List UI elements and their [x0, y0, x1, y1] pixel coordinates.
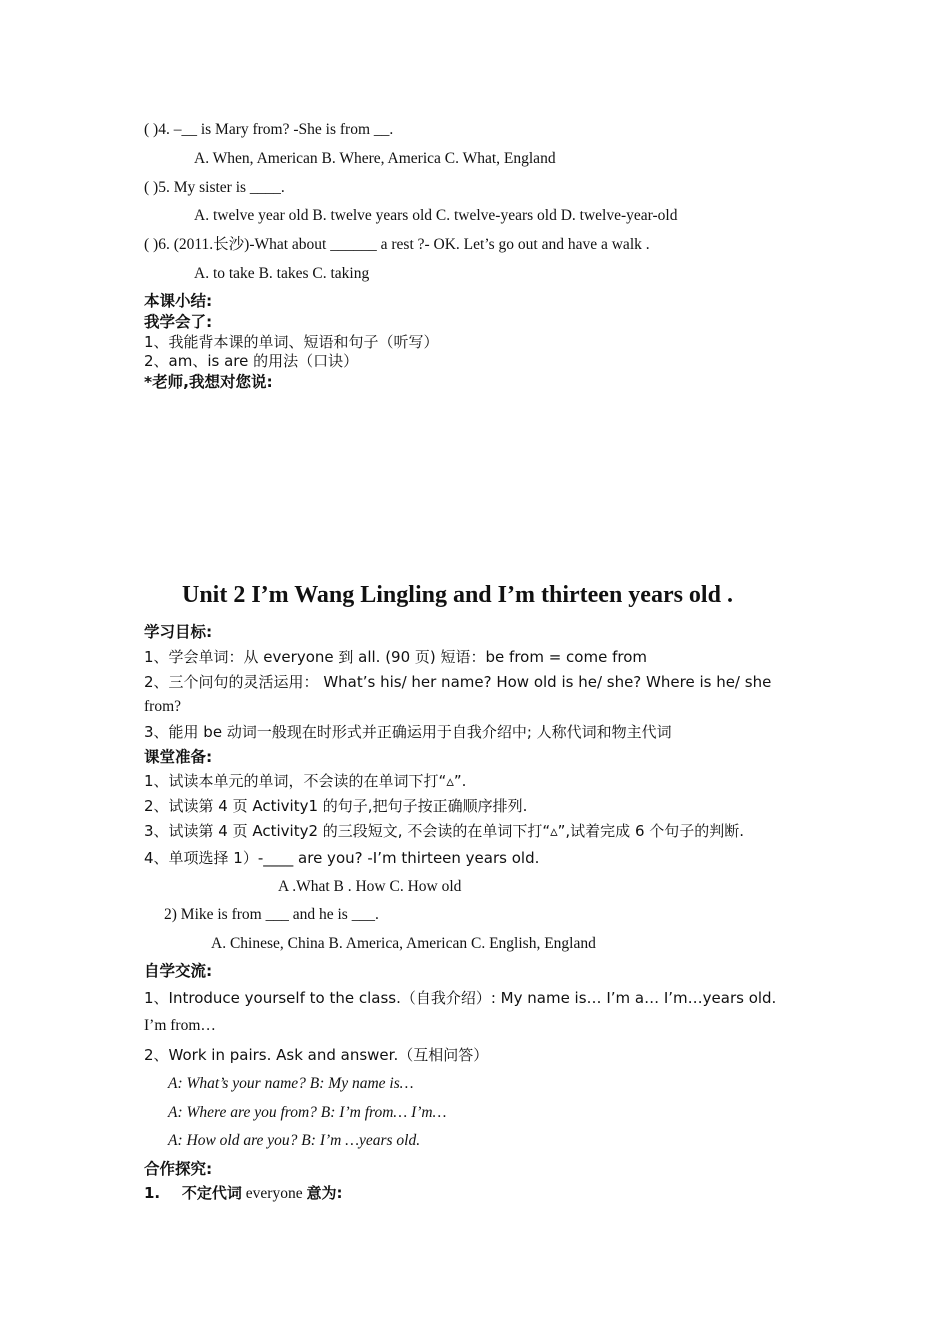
summary-item-1: 1、我能背本课的单词、短语和句子（听写）: [144, 333, 439, 351]
prep-item-4-q2-options: A. Chinese, China B. America, American C. English, England: [211, 935, 596, 952]
goals-item-3: 3、能用 be 动词一般现在时形式并正确运用于自我介绍中; 人称代词和物主代词: [144, 723, 672, 741]
summary-item-2: 2、am、is are 的用法（口诀）: [144, 352, 359, 370]
exchange-dialogue-3: A: How old are you? B: I’m …years old.: [168, 1132, 421, 1149]
exchange-item-1: 1、Introduce yourself to the class.（自我介绍）: My name is… I’m a… I’m…years old.: [144, 989, 777, 1007]
coop-item-1-number: 1.: [144, 1184, 161, 1202]
prep-item-4-q2: 2) Mike is from ___ and he is ___.: [164, 906, 379, 923]
goals-item-1: 1、学会单词：从 everyone 到 all. (90 页) 短语：be from = come from: [144, 648, 647, 666]
prep-item-4-options: A .What B . How C. How old: [278, 878, 462, 895]
coop-item-1-word: everyone: [245, 1185, 303, 1202]
exchange-heading: 自学交流:: [144, 962, 213, 980]
prep-item-4: 4、单项选择 1）-____ are you? -I’m thirteen years old.: [144, 849, 540, 867]
exchange-dialogue-2: A: Where are you from? B: I’m from… I’m…: [168, 1104, 447, 1121]
prep-item-3: 3、试读第 4 页 Activity2 的三段短文, 不会读的在单词下打“▵”,试着完成 6 个句子的判断.: [144, 822, 745, 840]
quiz-q5-stem: ( )5. My sister is ____.: [144, 179, 285, 196]
summary-teacher: *老师,我想对您说:: [144, 373, 273, 391]
coop-item-1-label: 不定代词: [181, 1184, 242, 1202]
exchange-dialogue-1: A: What’s your name? B: My name is…: [168, 1075, 414, 1092]
exchange-item-2: 2、Work in pairs. Ask and answer.（互相问答）: [144, 1046, 489, 1064]
prep-heading: 课堂准备:: [144, 748, 213, 766]
coop-item-1-tail: 意为:: [306, 1184, 343, 1202]
exchange-item-1-cont: I’m from…: [144, 1017, 216, 1034]
coop-item-1: [144, 1183, 342, 1204]
summary-learned: 我学会了:: [144, 313, 213, 331]
goals-item-2-cont: from?: [144, 698, 182, 715]
quiz-q5-options: A. twelve year old B. twelve years old C. twelve-years old D. twelve-year-old: [194, 207, 678, 224]
quiz-q4-options: A. When, American B. Where, America C. What, England: [194, 150, 556, 167]
prep-item-2: 2、试读第 4 页 Activity1 的句子,把句子按正确顺序排列.: [144, 797, 528, 815]
prep-item-1: 1、试读本单元的单词，不会读的在单词下打“▵”.: [144, 772, 467, 790]
quiz-q6-options: A. to take B. takes C. taking: [194, 265, 370, 282]
quiz-q4-stem: ( )4. –__ is Mary from? -She is from __.: [144, 121, 394, 138]
goals-item-2: 2、三个问句的灵活运用： What’s his/ her name? How old is he/ she? Where is he/ she: [144, 673, 772, 691]
unit-title: Unit 2 I’m Wang Lingling and I’m thirteen years old .: [182, 582, 733, 608]
quiz-q6-stem: ( )6. (2011.长沙)-What about ______ a rest ?- OK. Let’s go out and have a walk .: [144, 236, 650, 253]
summary-heading: 本课小结:: [144, 292, 213, 310]
coop-heading: 合作探究:: [144, 1160, 213, 1178]
goals-heading: 学习目标:: [144, 623, 213, 641]
